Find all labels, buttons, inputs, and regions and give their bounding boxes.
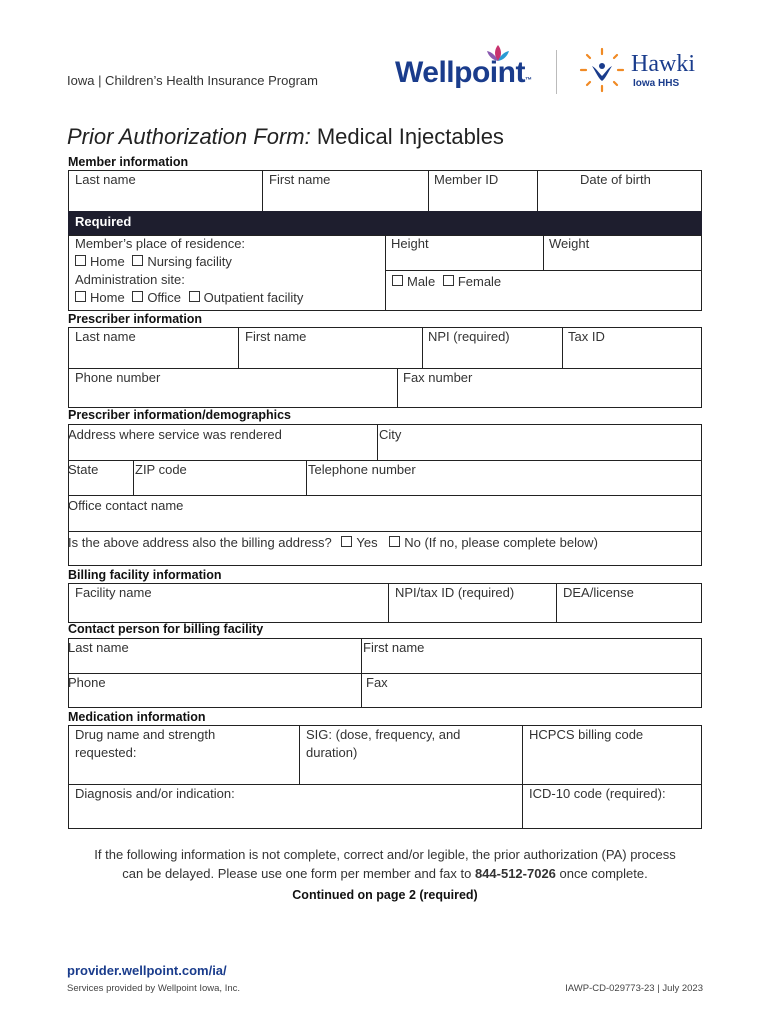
prescriber-npi-field[interactable]: NPI (required) <box>428 329 510 344</box>
zip-field[interactable]: ZIP code <box>135 462 187 477</box>
diagnosis-field[interactable]: Diagnosis and/or indication: <box>75 786 235 801</box>
sex-options <box>392 273 501 291</box>
title-italic: Prior Authorization Form: <box>67 124 311 149</box>
member-dob-field[interactable]: Date of birth <box>580 172 651 187</box>
wellpoint-logo-text: Wellpoint <box>395 56 525 89</box>
prescriber-phone-field[interactable]: Phone number <box>75 370 161 385</box>
billing-yes-label: Yes <box>356 535 378 550</box>
prescriber-last-name-field[interactable]: Last name <box>75 329 136 344</box>
continued-note: Continued on page 2 (required) <box>292 888 478 902</box>
prescriber-fax-field[interactable]: Fax number <box>403 370 473 385</box>
footer-url-link[interactable]: provider.wellpoint.com/ia/ <box>67 963 227 978</box>
admin-site-label: Administration site: <box>75 272 185 287</box>
dea-license-field[interactable]: DEA/license <box>563 585 634 600</box>
admin-office-label: Office <box>147 290 182 305</box>
billing-section-title: Billing facility information <box>68 568 222 582</box>
hawki-bird-icon <box>578 46 626 94</box>
hawki-logo-text: Hawki <box>631 51 695 77</box>
page-title <box>67 124 504 150</box>
residence-options <box>75 253 232 271</box>
height-field[interactable]: Height <box>391 236 429 251</box>
hawki-logo-subtitle: Iowa HHS <box>633 78 680 89</box>
admin-home-label: Home <box>90 290 125 305</box>
footer-doc-id: IAWP-CD-029773-23 | July 2023 <box>565 983 703 994</box>
hcpcs-field[interactable]: HCPCS billing code <box>529 727 644 742</box>
billing-no-checkbox[interactable] <box>389 536 400 547</box>
demographics-section-title: Prescriber information/demographics <box>68 408 291 422</box>
contact-fax-field[interactable]: Fax <box>366 675 388 690</box>
admin-outpatient-label: Outpatient facility <box>203 290 304 305</box>
member-last-name-field[interactable]: Last name <box>75 172 136 187</box>
logo-divider <box>556 50 557 94</box>
fax-number: 844-512-7026 <box>474 866 556 881</box>
sig-field[interactable] <box>306 726 460 762</box>
nursing-checkbox[interactable] <box>132 255 143 266</box>
service-address-field[interactable]: Address where service was rendered <box>68 427 282 442</box>
completion-note <box>40 845 730 883</box>
icd10-field[interactable]: ICD-10 code (required): <box>529 786 666 801</box>
telephone-field[interactable]: Telephone number <box>308 462 416 477</box>
billing-npi-tax-field[interactable]: NPI/tax ID (required) <box>395 585 515 600</box>
required-bar <box>68 211 702 235</box>
member-first-name-field[interactable]: First name <box>269 172 331 187</box>
office-contact-field[interactable]: Office contact name <box>68 498 184 513</box>
weight-field[interactable]: Weight <box>549 236 590 251</box>
contact-section-title: Contact person for billing facility <box>68 622 264 636</box>
female-label: Female <box>457 274 502 289</box>
wellpoint-logo: Wellpoint™ <box>395 40 545 96</box>
contact-last-name-field[interactable]: Last name <box>68 640 129 655</box>
drug-name-label-1: Drug name and strength <box>75 727 216 742</box>
sig-label-2: duration) <box>306 745 358 760</box>
note-line-2-pre: can be delayed. Please use one form per member and fax to <box>122 866 475 881</box>
admin-office-checkbox[interactable] <box>132 291 143 302</box>
note-line-1: If the following information is not complete, correct and/or legible, the prior authorization (PA) process <box>94 847 676 862</box>
female-checkbox[interactable] <box>443 275 454 286</box>
note-line-2 <box>40 864 730 883</box>
facility-name-field[interactable]: Facility name <box>75 585 152 600</box>
drug-name-field[interactable] <box>75 726 215 762</box>
title-rest: Medical Injectables <box>310 124 504 149</box>
prescriber-section-title: Prescriber information <box>68 312 203 326</box>
footer-services: Services provided by Wellpoint Iowa, Inc. <box>67 983 241 994</box>
male-label: Male <box>407 274 436 289</box>
admin-site-options <box>75 289 303 307</box>
city-field[interactable]: City <box>379 427 402 442</box>
state-field[interactable]: State <box>68 462 99 477</box>
admin-outpatient-checkbox[interactable] <box>189 291 200 302</box>
billing-address-question-text: Is the above address also the billing address? <box>68 535 332 550</box>
member-id-field[interactable]: Member ID <box>434 172 499 187</box>
male-checkbox[interactable] <box>392 275 403 286</box>
prescriber-tax-id-field[interactable]: Tax ID <box>568 329 605 344</box>
prescriber-first-name-field[interactable]: First name <box>245 329 307 344</box>
billing-address-question <box>68 534 598 552</box>
medication-section-title: Medication information <box>68 710 206 724</box>
billing-no-label: No (If no, please complete below) <box>404 535 598 550</box>
sig-label-1: SIG: (dose, frequency, and <box>306 727 461 742</box>
contact-phone-field[interactable]: Phone <box>68 675 106 690</box>
nursing-label: Nursing facility <box>147 254 232 269</box>
residence-label: Member’s place of residence: <box>75 236 246 251</box>
program-name: Iowa | Children’s Health Insurance Program <box>67 73 318 88</box>
home-checkbox[interactable] <box>75 255 86 266</box>
drug-name-label-2: requested: <box>75 745 137 760</box>
billing-yes-checkbox[interactable] <box>341 536 352 547</box>
member-section-title: Member information <box>68 155 189 169</box>
required-label: Required <box>75 214 132 229</box>
home-label: Home <box>90 254 125 269</box>
admin-home-checkbox[interactable] <box>75 291 86 302</box>
contact-first-name-field[interactable]: First name <box>363 640 425 655</box>
note-line-2-post: once complete. <box>555 866 648 881</box>
